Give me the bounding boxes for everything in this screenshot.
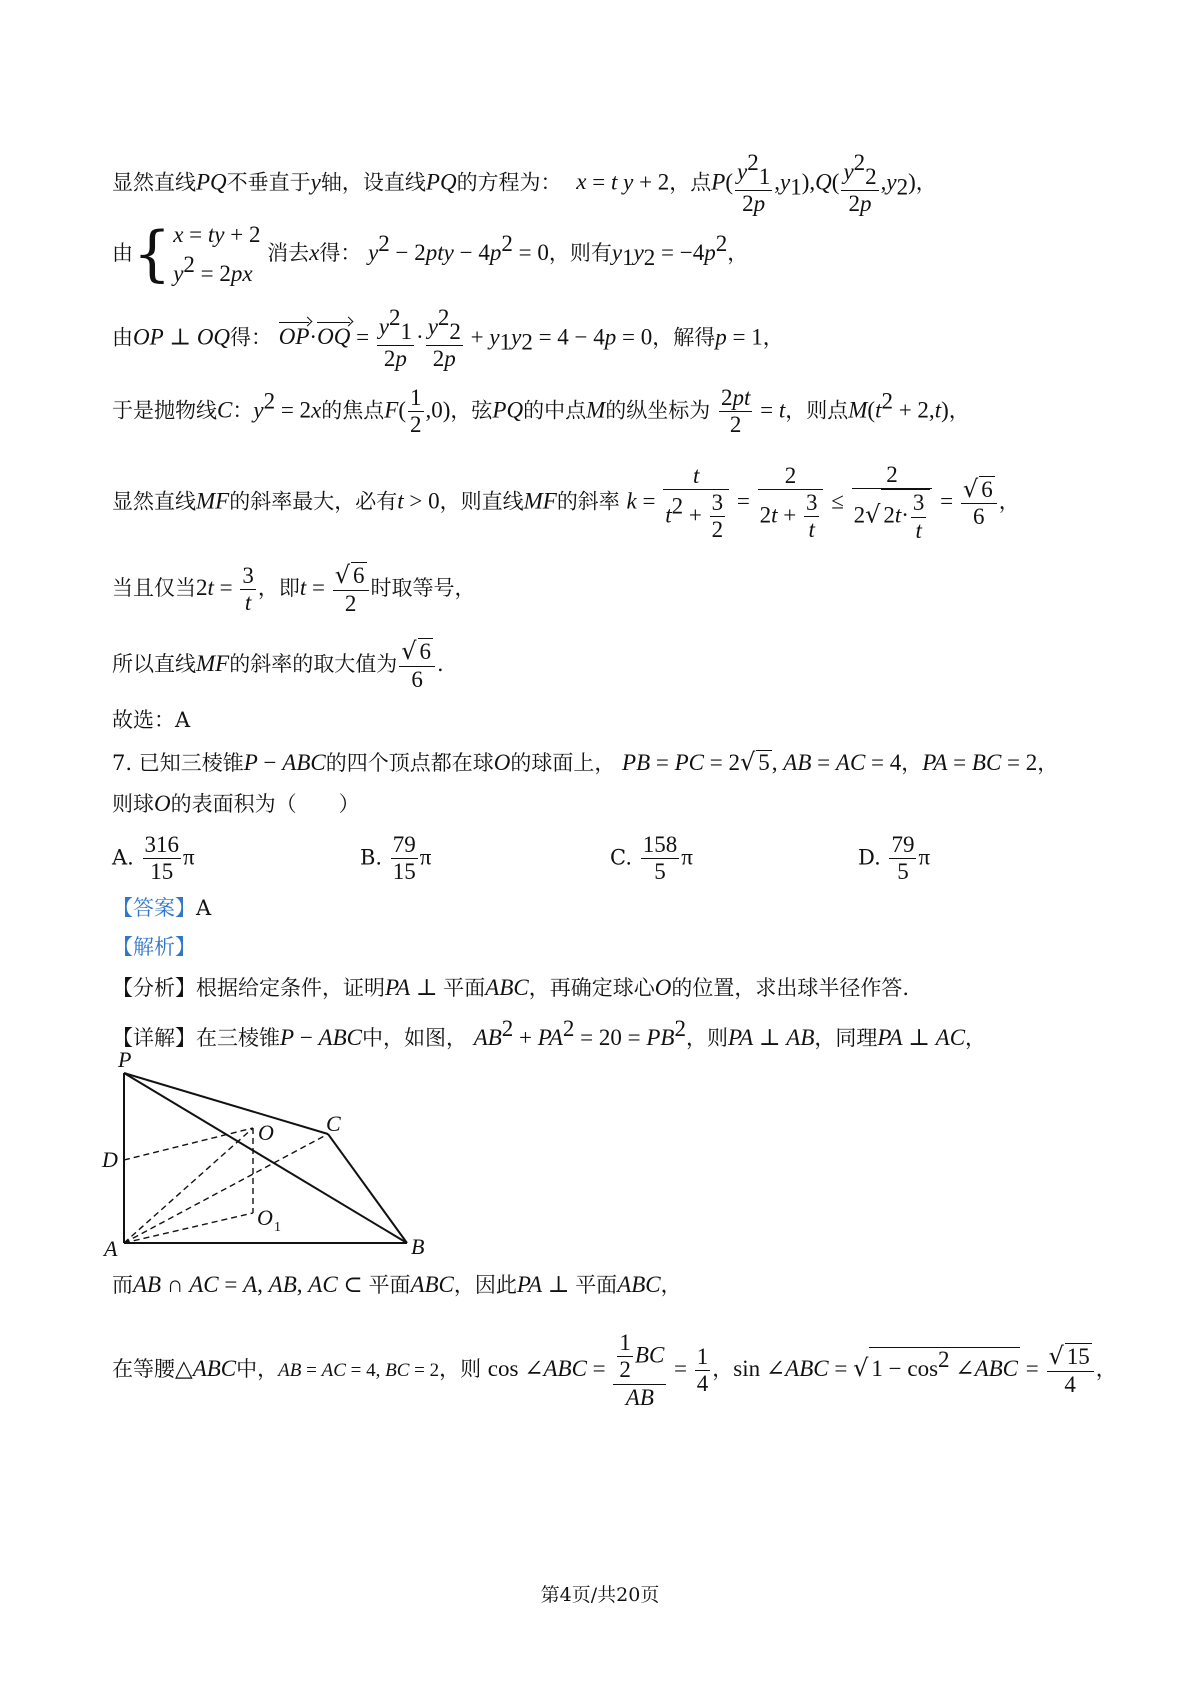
question-7-stem-cont: 则球O的表面积为（ ） [112,791,360,816]
segment-ao1 [124,1213,253,1243]
label-c: C [326,1111,341,1136]
option-b: B. $\frac{79}{15}$ π [360,832,432,885]
solution-line-2: 由{ x = ty + 2 $y^2 = 2px$ 消去x得： $y^2 - 2pty - 4p^2 = 0$，则有$y_1y_2 = -4p^2$， [112,219,749,290]
solution-line-16: 在等腰△ABC中，AB = AC = 4, BC = 2，则 cos ∠ABC = $\frac{1}{2}$ BC AB = $\frac{1}{4}$ ，sin ∠ABC = √ $1 - \cos^2$ ∠ABC = $\frac{√ 15}{4}$ ， [112,1330,1117,1410]
option-c: C. $\frac{158}{5}$ π [610,832,693,885]
question-7-stem: 7. 已知三棱锥P − ABC的四个顶点都在球O的球面上， PB = PC = 2√ 5, AB = AC = 4，PA = BC = 2， [112,748,1059,776]
solution-line-4: 于是抛物线C：$y^2 = 2x$的焦点F( $\frac{1}{2}$ ,0)，弦PQ的中点M的纵坐标为 $\frac{2pt}{2}$ = t，则点$M(t^2 + 2,t)$， [112,385,970,438]
edge-ac-hidden [124,1134,328,1243]
segment-do [124,1128,253,1160]
solution-line-1: 显然直线PQ不垂直于y轴，设直线PQ的方程为： x = t y + 2，点P( $\frac{y^2_1}{2p}$ $,y_1),Q$( $\frac{y^2_2}{2p}$ $,y_2$)， [112,150,937,217]
analysis-tag: 【解析】 [112,935,196,959]
label-b: B [411,1234,425,1259]
answer-tag: 【答案】 [112,896,196,920]
label-o1: O [257,1205,273,1230]
solution-line-7: 所以直线MF的斜率的取大值为 $\frac{√ 6}{6}$ . [112,637,444,692]
solution-line-5: 显然直线MF的斜率最大，必有t > 0，则直线MF的斜率 k = t $t^2$ + $\frac{3}{2}$ = 2 2t + $\frac{3}{t}$ ≤ 2 2√ 2t· $\frac{3}{t}$ = $\frac{√ 6}{6}$ ， [112,462,1020,543]
label-d: D [102,1147,118,1172]
page-footer: 第4页/共20页 [540,1584,660,1606]
solution-line-6: 当且仅当2t = $\frac{3}{t}$ ，即t = $\frac{√ 6}{2}$ 时取等号， [112,561,476,616]
option-a: A. $\frac{316}{15}$ π [112,832,195,885]
label-o1-subscript: 1 [274,1220,281,1235]
detailed-solution-line: 【详解】在三棱锥P − ABC中，如图， $AB^2 + PA^2 = 20 = PB^2$，则PA ⊥ AB，同理PA ⊥ AC， [112,1016,987,1050]
option-d: D. $\frac{79}{5}$ π [858,832,931,885]
segment-ao [124,1128,253,1243]
solution-line-3: 由OP ⊥ OQ得： OP·OQ = $\frac{y^2_1}{2p}$ · $\frac{y^2_2}{2p}$ + $y_1y_2 = 4 - 4p = 0$，解得p = 1， [112,305,784,372]
edge-pc [124,1073,328,1134]
label-p: P [118,1050,132,1072]
analysis-line [112,937,196,958]
label-o: O [258,1120,274,1145]
tetrahedron-figure [100,1050,450,1270]
label-a: A [104,1236,118,1261]
solution-line-15: 而AB ∩ AC = A, AB, AC ⊂ 平面ABC，因此PA ⊥ 平面ABC， [112,1272,682,1297]
edge-cb [328,1134,407,1243]
analysis-summary-line: 【分析】根据给定条件，证明PA ⊥ 平面ABC，再确定球心O的位置，求出球半径作答. [112,975,910,1000]
answer-choice-line: 故选：A [112,708,191,732]
answer-line: 【答案】A [112,896,212,920]
